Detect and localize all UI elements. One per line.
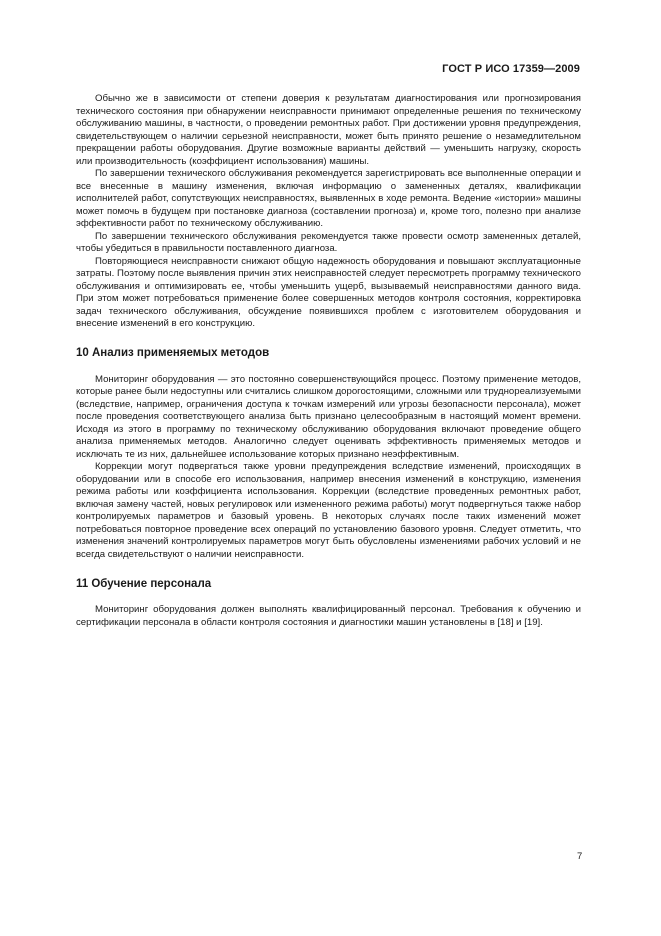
section-10-heading: 10 Анализ применяемых методов xyxy=(76,346,270,359)
body-paragraph: Повторяющиеся неисправности снижают общую надежность оборудования и повышают эксплуатационные затраты. Поэтому после выявления причин этих неисправностей следует пересмотреть программу технического обслуживания и оптимизировать ее, чтобы уменьшить ущерб, вызываемый неисправностями данного вида. При этом может потребоваться применение более совершенных методов контроля состояния, корректировка задач технического обслуживания, обсуждение появившихся проблем с изготовителем оборудования и внесение изменений в его конструкцию. xyxy=(76,255,581,329)
section-11-heading: 11 Обучение персонала xyxy=(76,578,212,590)
standard-designation: ГОСТ Р ИСО 17359—2009 xyxy=(442,63,580,75)
body-paragraph: По завершении технического обслуживания рекомендуется также провести осмотр замененных деталей, чтобы убедиться в правильности поставленного диагноза. xyxy=(76,230,581,254)
body-paragraph: Обычно же в зависимости от степени доверия к результатам диагностирования или прогнозирования технического состояния при обнаружении неисправности принимают определенные решения по техническому обслуживанию машины, в частности, о проведении ремонтных работ. При достижении уровня предупреждения, свидетельствующем о наличии серьезной неисправности, может быть принято решение о незамедлительном прекращении работы оборудования. Другие возможные варианты действий — уменьшить нагрузку, скорость или производительность (коэффициент использования) машины. xyxy=(76,93,581,167)
body-paragraph: Коррекции могут подвергаться также уровни предупреждения вследствие изменений, происходящих в оборудовании или в способе его использования, например внесения изменений в конструкцию, изменения режима работы или коэффициента использования. Коррекции (вследствие проведенных ремонтных работ, включая замену частей, новых регулировок или измененного режима работы) могут подвергнуться также набор контролируемых параметров и базовый уровень. В некоторых случаях после таких изменений может потребоваться повторное проведение всех операций по установлению базового уровня. Следует отметить, что изменения значений контролируемых параметров могут быть обусловлены изменениями рабочих условий и не всегда свидетельствуют о наличии неисправности. xyxy=(76,461,581,560)
body-paragraph: Мониторинг оборудования должен выполнять квалифицированный персонал. Требования к обучению и сертификации персонала в области контроля состояния и диагностики машин установлены в [18] и [19]. xyxy=(76,604,581,628)
body-paragraph: Мониторинг оборудования — это постоянно совершенствующийся процесс. Поэтому применение методов, которые ранее были недоступны или считались слишком дорогостоящими, сложными или труднореализуемыми (вследствие, например, ограничения доступа к точкам измерений или угрозы безопасности персонала), может после проведения соответствующего анализа быть признано целесообразным в настоящий момент времени. Исходя из этого в программу по техническому обслуживанию оборудования включают проведение общего анализа применяемых методов. Аналогично следует оценивать эффективность применяемых методов и исключать те из них, дальнейшее использование которых признано неэффективным. xyxy=(76,373,581,460)
page-content xyxy=(76,93,581,629)
page-number: 7 xyxy=(577,851,583,862)
body-paragraph: По завершении технического обслуживания рекомендуется зарегистрировать все выполненные операции и все внесенные в машину изменения, включая информацию о замененных деталях, квалификации исполнителей работ, сопутствующих неисправностях, выявленных в ходе ремонта. Ведение «истории» машины может помочь в будущем при постановке диагноза (составлении прогноза) и, кроме того, полезно при анализе эффективности работ по техническому обслуживанию. xyxy=(76,168,581,229)
